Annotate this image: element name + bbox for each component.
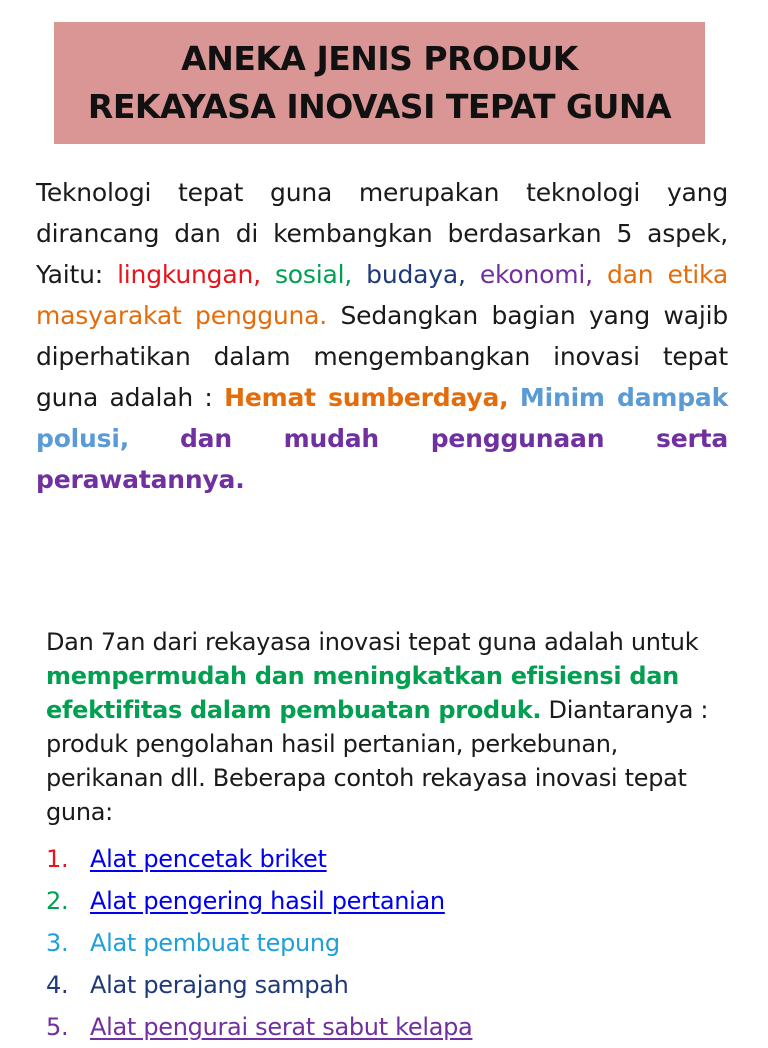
list-item-label: Alat perajang sampah: [90, 971, 349, 999]
purpose-highlight: mempermudah dan meningkatkan efisiensi dan efektifitas dalam pembuatan produk.: [46, 662, 679, 724]
list-item-label: Alat pengurai serat sabut kelapa: [90, 1013, 473, 1041]
intro-text: Teknologi tepat guna merupakan teknologi yang dirancang dan di kembangkan berdasarkan 5 aspek, Yaitu:: [36, 178, 728, 289]
list-item-label: Alat pembuat tepung: [90, 929, 340, 957]
aspect-ekonomi: ekonomi,: [479, 260, 593, 289]
link-pengering-hasil-pertanian[interactable]: Alat pengering hasil pertanian: [90, 887, 445, 915]
list-item: [46, 880, 472, 922]
title-banner: [54, 22, 705, 144]
point-hemat: Hemat sumberdaya,: [224, 383, 509, 412]
intro-paragraph: [36, 172, 728, 500]
list-number: 3.: [46, 929, 69, 957]
list-number: 2.: [46, 887, 69, 915]
list-item: [46, 964, 472, 1006]
list-number: 1.: [46, 845, 69, 873]
aspect-lingkungan: lingkungan,: [117, 260, 261, 289]
aspect-budaya: budaya,: [366, 260, 466, 289]
purpose-intro: Dan 7an dari rekayasa inovasi tepat guna adalah untuk: [46, 628, 699, 656]
purpose-paragraph: [46, 625, 736, 829]
aspect-sosial: sosial,: [274, 260, 353, 289]
list-number: 4.: [46, 971, 69, 999]
point-minim: Minim dampak polusi,: [36, 383, 729, 453]
list-number: 5.: [46, 1013, 69, 1041]
title-line-1: ANEKA JENIS PRODUK: [181, 39, 578, 78]
list-item: [46, 922, 472, 964]
point-mudah: dan mudah penggunaan serta perawatannya.: [36, 424, 728, 494]
aspect-etika: dan etika masyarakat pengguna.: [36, 260, 728, 330]
middle-text: Sedangkan bagian yang wajib diperhatikan dalam mengembangkan inovasi tepat guna adalah :: [36, 301, 728, 412]
purpose-rest: Diantaranya : produk pengolahan hasil pertanian, perkebunan, perikanan dll. Beberapa contoh rekayasa inovasi tepat guna:: [46, 696, 709, 826]
title-line-2: REKAYASA INOVASI TEPAT GUNA: [87, 87, 672, 126]
list-item: [46, 838, 472, 880]
examples-list: [46, 838, 472, 1048]
list-item: [46, 1006, 472, 1048]
link-pencetak-briket[interactable]: Alat pencetak briket: [90, 845, 327, 873]
